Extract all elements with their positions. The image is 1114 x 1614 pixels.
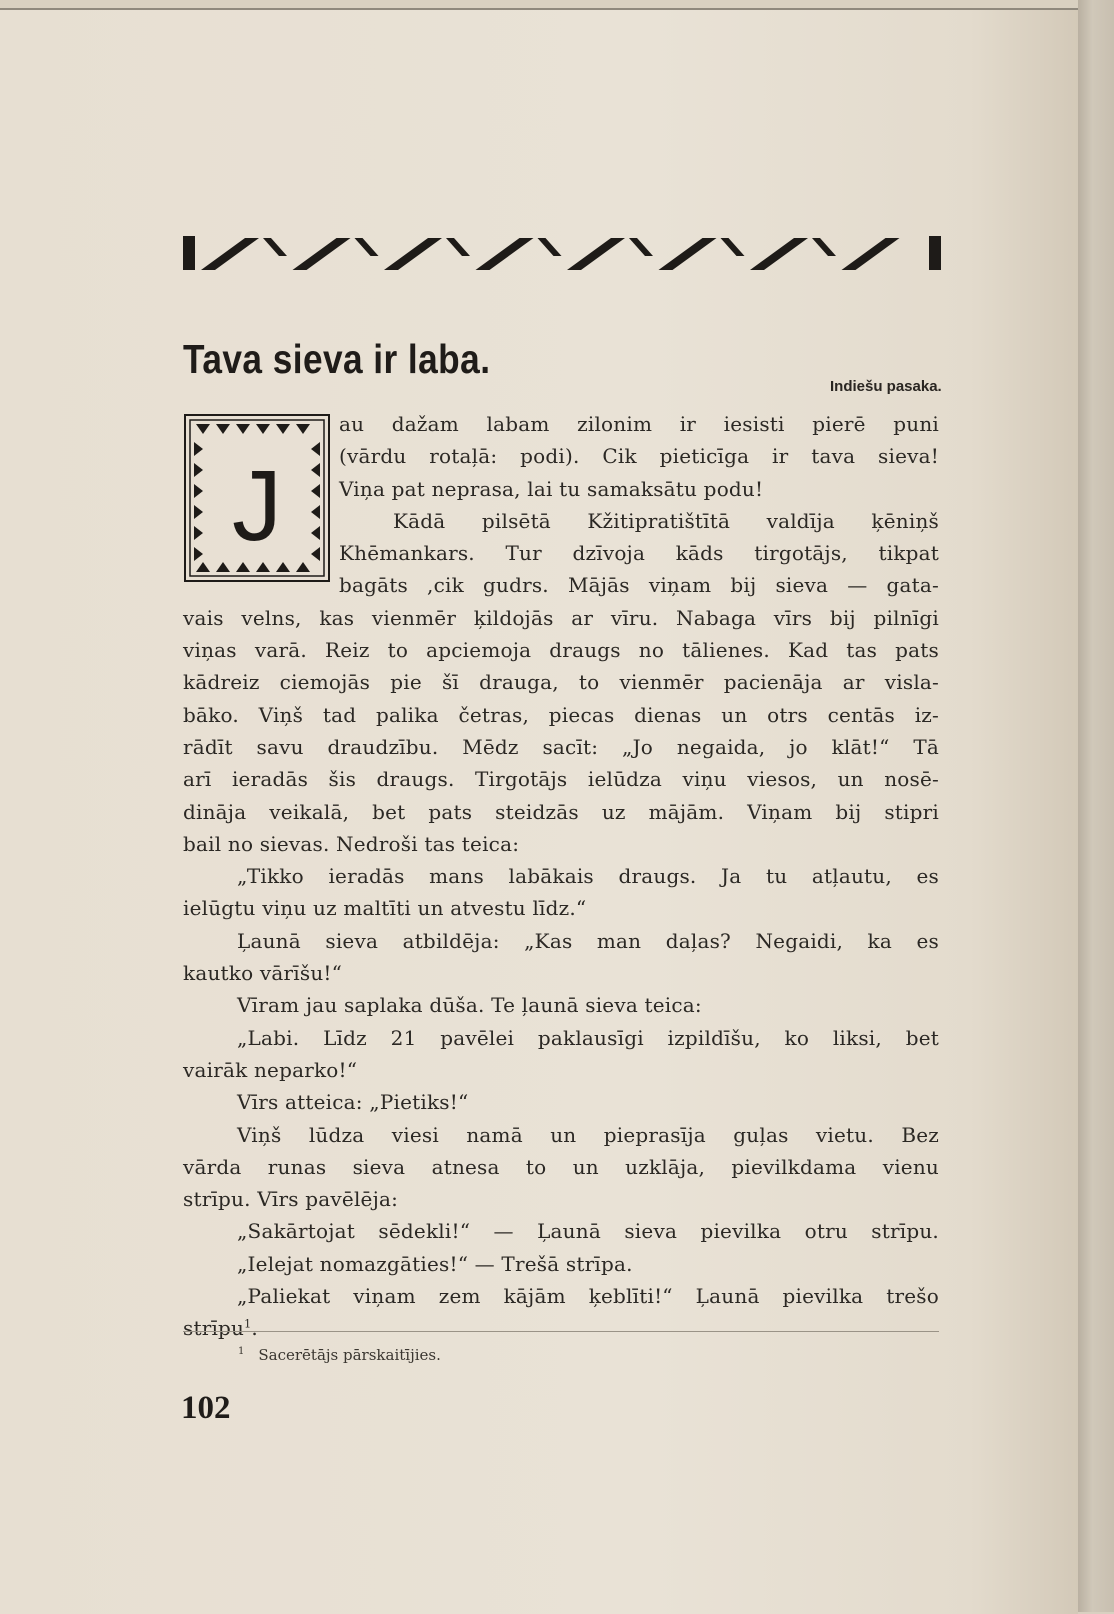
text-line-last-content: strīpu [183,1316,245,1341]
text-line: kādreiz ciemojās pie šī drauga, to vienmēr pacienāja ar visla- [183,670,939,695]
text-line: Viņa pat neprasa, lai tu samaksātu podu! [339,476,764,501]
text-line: vārda runas sieva atnesa to un uzklāja, pievilkdama vienu [183,1154,939,1179]
text-line: bāko. Viņš tad palika četras, piecas dienas un otrs centās iz- [183,702,939,727]
page-number: 102 [181,1390,231,1426]
text-line: Kādā pilsētā Kžitipratištītā valdīja ķēniņš [393,508,939,533]
story-body [183,408,939,1345]
text-line: viņas varā. Reiz to apciemoja draugs no tālienes. Kad tas pats [183,638,939,663]
footnote-divider [183,1331,939,1332]
text-line: rādīt savu draudzību. Mēdz sacīt: „Jo negaida, jo klāt!“ Tā [183,734,939,759]
text-line: vairāk neparko!“ [183,1057,358,1082]
footnote-marker: 1 [238,1346,245,1357]
drop-cap-letter: J [232,450,282,562]
text-line: „Labi. Līdz 21 pavēlei paklausīgi izpildīšu, ko liksi, bet [237,1025,939,1050]
footnote-text: Sacerētājs pārskaitījies. [258,1346,441,1364]
text-line-last: strīpu$^1$. [183,1316,258,1341]
text-line: Khēmankars. Tur dzīvoja kāds tirgotājs, tikpat [339,541,939,566]
text-line: Vīram jau saplaka dūša. Te ļaunā sieva teica: [237,993,702,1018]
text-line: „Paliekat viņam zem kājām ķeblīti!“ Ļaunā pievilka trešo [237,1284,939,1309]
text-line: arī ieradās šis draugs. Tirgotājs ielūdza viņu viesos, un nosē- [183,767,939,792]
text-line: au dažam labam zilonim ir iesisti pierē puni [339,412,939,436]
text-line: dināja veikalā, bet pats steidzās uz mājām. Viņam bij stipri [183,799,939,824]
text-line: vais velns, kas vienmēr ķildojās ar vīru. Nabaga vīrs bij pilnīgi [183,605,939,630]
text-line: „Ielejat nomazgāties!“ — Trešā strīpa. [237,1251,633,1276]
text-line: bagāts ,cik gudrs. Mājās viņam bij sieva — gata- [339,573,939,598]
text-line: Ļaunā sieva atbildēja: „Kas man daļas? Negaidi, ka es [237,928,939,953]
text-line: Viņš lūdza viesi namā un pieprasīja guļas vietu. Bez [237,1122,939,1147]
text-line: „Tikko ieradās mans labākais draugs. Ja tu atļautu, es [237,864,939,889]
text-line: Vīrs atteica: „Pietiks!“ [237,1090,469,1115]
footnote-ref: 1 [244,1317,252,1331]
text-line: kautko vārīšu!“ [183,961,343,986]
footnote [238,1346,441,1364]
text-line: ielūgtu viņu uz maltīti un atvestu līdz.“ [183,896,587,921]
book-page [0,8,1078,1614]
book-edge [1078,0,1114,1612]
ornament-border [183,236,941,270]
text-line: (vārdu rotaļā: podi). Cik pieticīga ir tava sieva! [339,444,939,469]
text-line: „Sakārtojat sēdekli!“ — Ļaunā sieva pievilka otru strīpu. [237,1219,939,1244]
story-title: Tava sieva ir laba. [183,336,491,382]
story-subtitle: Indiešu pasaka. [830,378,942,395]
text-line: strīpu. Vīrs pavēlēja: [183,1187,399,1212]
text-line: bail no sievas. Nedroši tas teica: [183,831,520,856]
